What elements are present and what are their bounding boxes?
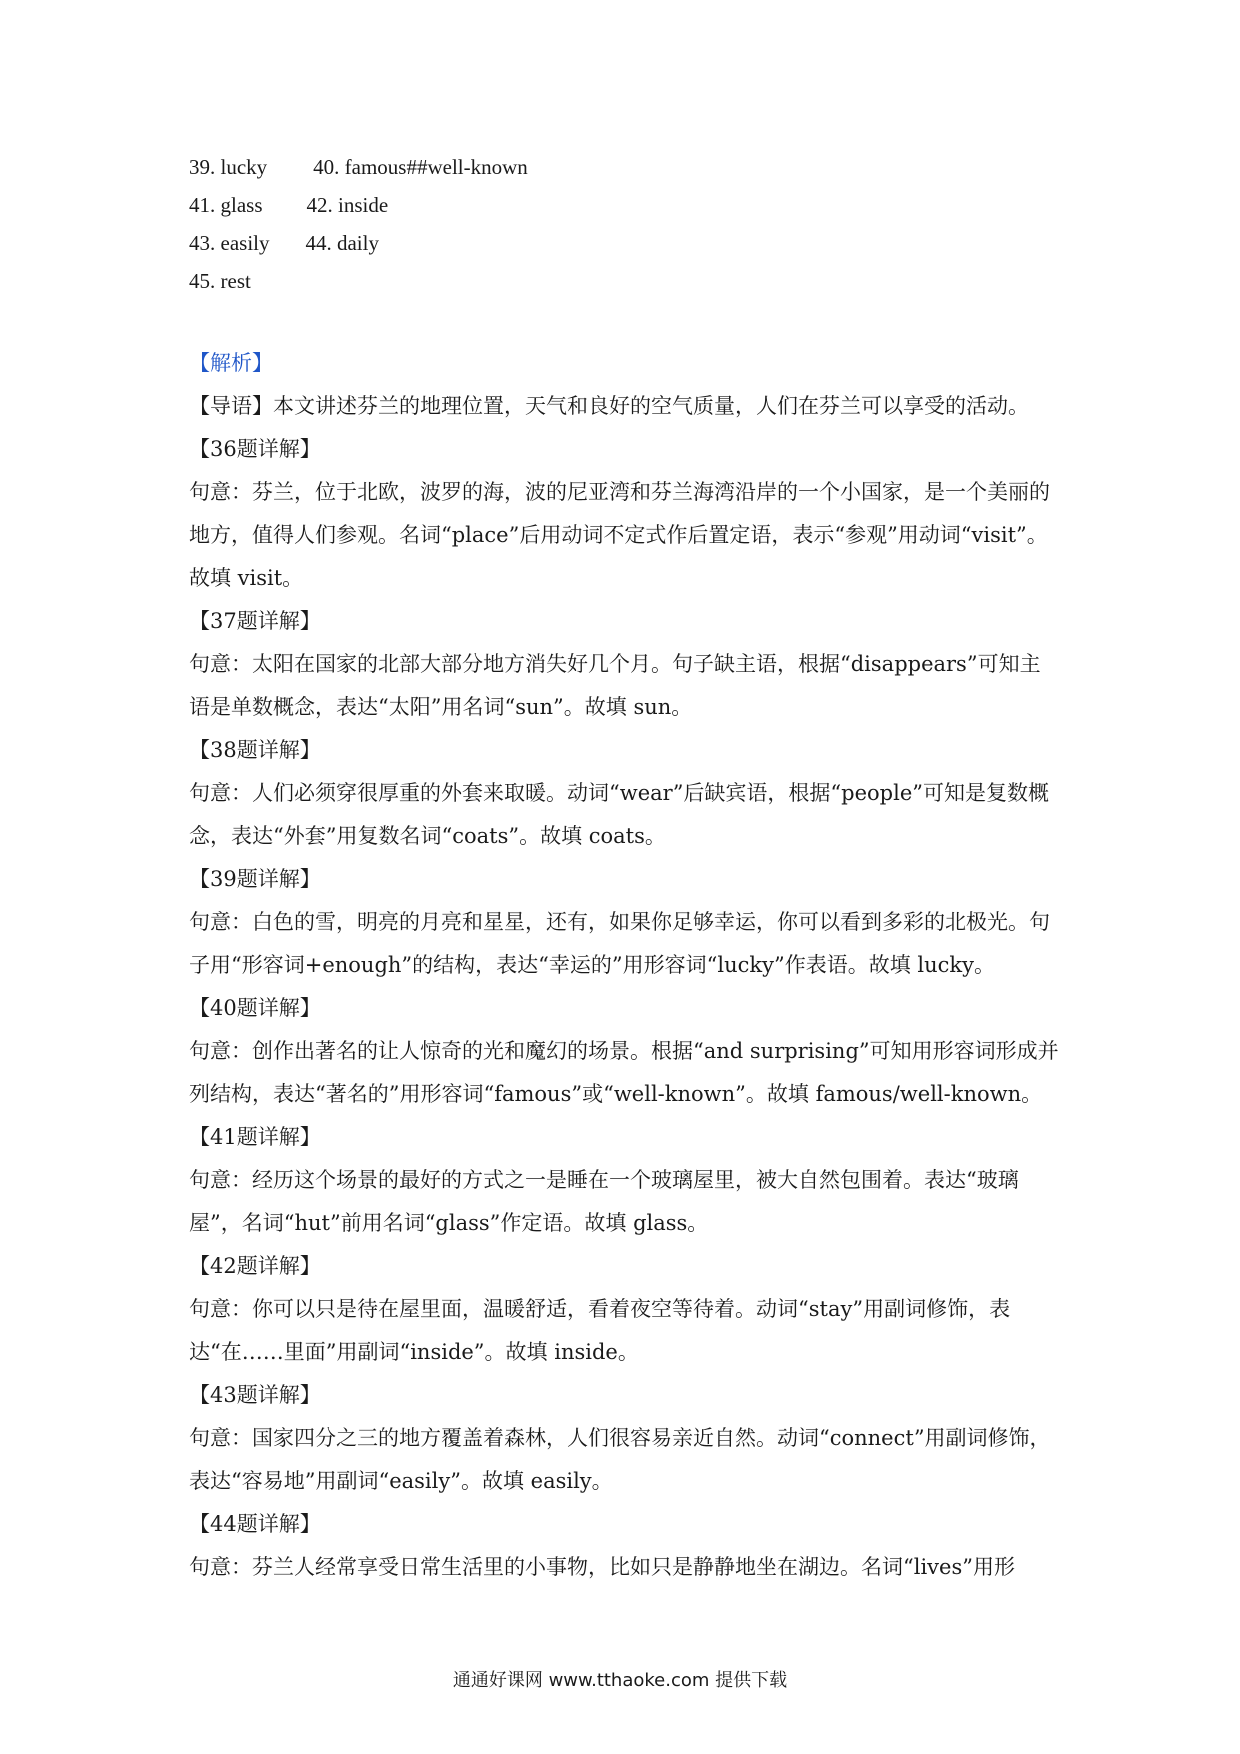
analysis-body — [189, 342, 1059, 1589]
section-heading-37: 【37题详解】 — [189, 609, 321, 633]
answer-39: 39. lucky — [189, 155, 268, 179]
answer-row — [189, 224, 528, 262]
section-text-44: 句意：芬兰人经常享受日常生活里的小事物，比如只是静静地坐在湖边。名词“lives”用形 — [189, 1555, 1015, 1579]
page-footer: 通通好课网 www.tthaoke.com 提供下载 — [452, 1670, 788, 1691]
section-heading-36: 【36题详解】 — [189, 437, 321, 461]
section-text-42: 句意：你可以只是待在屋里面，温暖舒适，看着夜空等待着。动词“stay”用副词修饰，表达“在……里面”用副词“inside”。故填 inside。 — [189, 1297, 1011, 1364]
section-text-40: 句意：创作出著名的让人惊奇的光和魔幻的场景。根据“and surprising”可知用形容词形成并列结构，表达“著名的”用形容词“famous”或“well-known”。故填 famous/well-known。 — [189, 1039, 1059, 1106]
section-text-39: 句意：白色的雪，明亮的月亮和星星，还有，如果你足够幸运，你可以看到多彩的北极光。句子用“形容词+enough”的结构，表达“幸运的”用形容词“lucky”作表语。故填 lucky。 — [189, 910, 1050, 977]
answer-40: 40. famous##well-known — [313, 155, 528, 179]
intro-paragraph: 【导语】本文讲述芬兰的地理位置，天气和良好的空气质量，人们在芬兰可以享受的活动。 — [189, 394, 1029, 418]
analysis-heading: 【解析】 — [189, 351, 273, 375]
section-heading-41: 【41题详解】 — [189, 1125, 321, 1149]
section-heading-43: 【43题详解】 — [189, 1383, 321, 1407]
section-heading-44: 【44题详解】 — [189, 1512, 321, 1536]
answer-42: 42. inside — [306, 193, 389, 217]
answer-list — [189, 148, 528, 300]
answer-45: 45. rest — [189, 269, 251, 293]
section-text-43: 句意：国家四分之三的地方覆盖着森林，人们很容易亲近自然。动词“connect”用副词修饰，表达“容易地”用副词“easily”。故填 easily。 — [189, 1426, 1051, 1493]
answer-row — [189, 186, 528, 224]
section-text-38: 句意：人们必须穿很厚重的外套来取暖。动词“wear”后缺宾语，根据“people”可知是复数概念，表达“外套”用复数名词“coats”。故填 coats。 — [189, 781, 1050, 848]
answer-row — [189, 148, 528, 186]
answer-row — [189, 262, 528, 300]
section-text-36: 句意：芬兰，位于北欧，波罗的海，波的尼亚湾和芬兰海湾沿岸的一个小国家，是一个美丽的地方，值得人们参观。名词“place”后用动词不定式作后置定语，表示“参观”用动词“visit”。故填 visit。 — [189, 480, 1050, 590]
section-heading-38: 【38题详解】 — [189, 738, 321, 762]
section-heading-42: 【42题详解】 — [189, 1254, 321, 1278]
section-heading-40: 【40题详解】 — [189, 996, 321, 1020]
section-text-41: 句意：经历这个场景的最好的方式之一是睡在一个玻璃屋里，被大自然包围着。表达“玻璃屋”，名词“hut”前用名词“glass”作定语。故填 glass。 — [189, 1168, 1019, 1235]
answer-41: 41. glass — [189, 193, 263, 217]
answer-43: 43. easily — [189, 231, 270, 255]
section-heading-39: 【39题详解】 — [189, 867, 321, 891]
section-text-37: 句意：太阳在国家的北部大部分地方消失好几个月。句子缺主语，根据“disappears”可知主语是单数概念，表达“太阳”用名词“sun”。故填 sun。 — [189, 652, 1041, 719]
answer-44: 44. daily — [305, 231, 379, 255]
